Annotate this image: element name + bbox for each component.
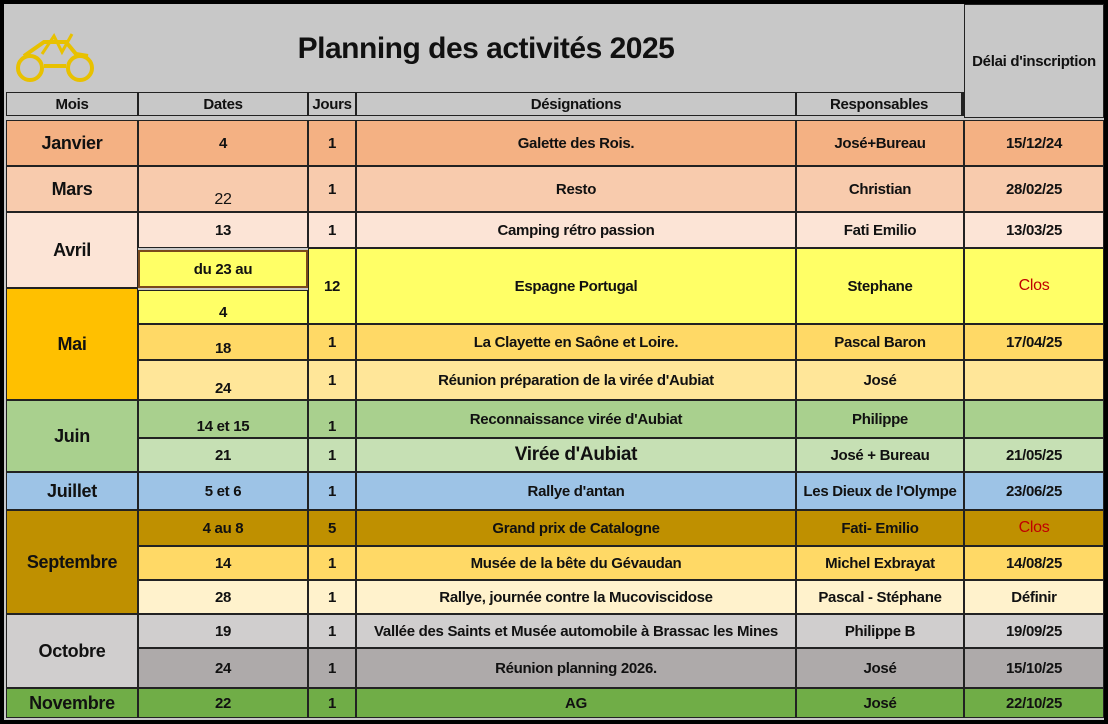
responsable-cell: Les Dieux de l'Olympe	[796, 472, 964, 510]
delai-cell: Clos	[964, 510, 1104, 546]
designation-cell: La Clayette en Saône et Loire.	[356, 324, 796, 360]
responsable-cell: José+Bureau	[796, 120, 964, 166]
jours-cell: 1	[308, 166, 356, 212]
col-header-responsables: Responsables	[796, 92, 964, 116]
col-header-jours: Jours	[308, 92, 356, 116]
jours-cell: 1	[308, 324, 356, 360]
date-cell: 14 et 15	[138, 400, 308, 438]
planning-sheet	[4, 4, 1104, 720]
delai-cell: Définir	[964, 580, 1104, 614]
date-cell: 21	[138, 438, 308, 472]
deadline-header: Délai d'inscription	[964, 4, 1104, 118]
month-mars: Mars	[6, 166, 138, 212]
designation-cell: Rallye d'antan	[356, 472, 796, 510]
designation-cell: Galette des Rois.	[356, 120, 796, 166]
jours-cell: 1	[308, 360, 356, 400]
jours-cell: 1	[308, 580, 356, 614]
delai-cell: 15/12/24	[964, 120, 1104, 166]
designation-cell: Réunion préparation de la virée d'Aubiat	[356, 360, 796, 400]
col-header-dates: Dates	[138, 92, 308, 116]
responsable-cell: Fati Emilio	[796, 212, 964, 248]
designation-cell: Reconnaissance virée d'Aubiat	[356, 400, 796, 438]
month-mai: Mai	[6, 288, 138, 400]
date-cell: 22	[138, 166, 308, 212]
jours-cell: 1	[308, 120, 356, 166]
date-cell: 28	[138, 580, 308, 614]
designation-cell: AG	[356, 688, 796, 718]
responsable-cell: José	[796, 648, 964, 688]
delai-cell	[964, 360, 1104, 400]
designation-cell: Rallye, journée contre la Mucoviscidose	[356, 580, 796, 614]
date-cell: du 23 au	[138, 250, 308, 288]
responsable-cell: José	[796, 360, 964, 400]
month-novembre: Novembre	[6, 688, 138, 718]
date-cell: 13	[138, 212, 308, 248]
jours-cell: 1	[308, 688, 356, 718]
designation-cell: Grand prix de Catalogne	[356, 510, 796, 546]
jours-cell: 5	[308, 510, 356, 546]
month-juillet: Juillet	[6, 472, 138, 510]
responsable-cell: Fati- Emilio	[796, 510, 964, 546]
designation-cell: Vallée des Saints et Musée automobile à Brassac les Mines	[356, 614, 796, 648]
month-janvier: Janvier	[6, 120, 138, 166]
jours-cell: 1	[308, 400, 356, 438]
col-header-designations: Désignations	[356, 92, 796, 116]
delai-cell: 15/10/25	[964, 648, 1104, 688]
responsable-cell: Michel Exbrayat	[796, 546, 964, 580]
responsable-cell: Philippe B	[796, 614, 964, 648]
date-cell: 5 et 6	[138, 472, 308, 510]
date-cell: 18	[138, 324, 308, 360]
date-cell: 24	[138, 360, 308, 400]
jours-cell: 1	[308, 438, 356, 472]
date-cell: 4	[138, 120, 308, 166]
date-cell: 14	[138, 546, 308, 580]
delai-cell: 17/04/25	[964, 324, 1104, 360]
delai-cell	[964, 400, 1104, 438]
jours-cell: 1	[308, 614, 356, 648]
responsable-cell: José + Bureau	[796, 438, 964, 472]
page-title: Planning des activités 2025	[297, 32, 675, 65]
month-avril: Avril	[6, 212, 138, 288]
jours-cell: 1	[308, 212, 356, 248]
designation-cell: Espagne Portugal	[356, 248, 796, 324]
responsable-cell: José	[796, 688, 964, 718]
date-cell-end: 4	[138, 290, 308, 324]
responsable-cell: Philippe	[796, 400, 964, 438]
delai-cell: 21/05/25	[964, 438, 1104, 472]
responsable-cell: Pascal - Stéphane	[796, 580, 964, 614]
delai-cell: 28/02/25	[964, 166, 1104, 212]
delai-cell: Clos	[964, 248, 1104, 324]
date-cell: 24	[138, 648, 308, 688]
jours-cell: 1	[308, 648, 356, 688]
col-header-mois: Mois	[6, 92, 138, 116]
designation-cell: Resto	[356, 166, 796, 212]
jours-cell: 12	[308, 248, 356, 324]
month-septembre: Septembre	[6, 510, 138, 614]
month-juin: Juin	[6, 400, 138, 472]
delai-cell: 23/06/25	[964, 472, 1104, 510]
responsable-cell: Christian	[796, 166, 964, 212]
responsable-cell: Stephane	[796, 248, 964, 324]
date-cell: 4 au 8	[138, 510, 308, 546]
delai-cell: 13/03/25	[964, 212, 1104, 248]
delai-cell: 22/10/25	[964, 688, 1104, 718]
designation-cell: Musée de la bête du Gévaudan	[356, 546, 796, 580]
delai-cell: 19/09/25	[964, 614, 1104, 648]
date-cell: 19	[138, 614, 308, 648]
designation-cell: Réunion planning 2026.	[356, 648, 796, 688]
date-cell: 22	[138, 688, 308, 718]
responsable-cell: Pascal Baron	[796, 324, 964, 360]
jours-cell: 1	[308, 472, 356, 510]
month-octobre: Octobre	[6, 614, 138, 688]
delai-cell: 14/08/25	[964, 546, 1104, 580]
jours-cell: 1	[308, 546, 356, 580]
designation-cell: Virée d'Aubiat	[356, 438, 796, 472]
designation-cell: Camping rétro passion	[356, 212, 796, 248]
